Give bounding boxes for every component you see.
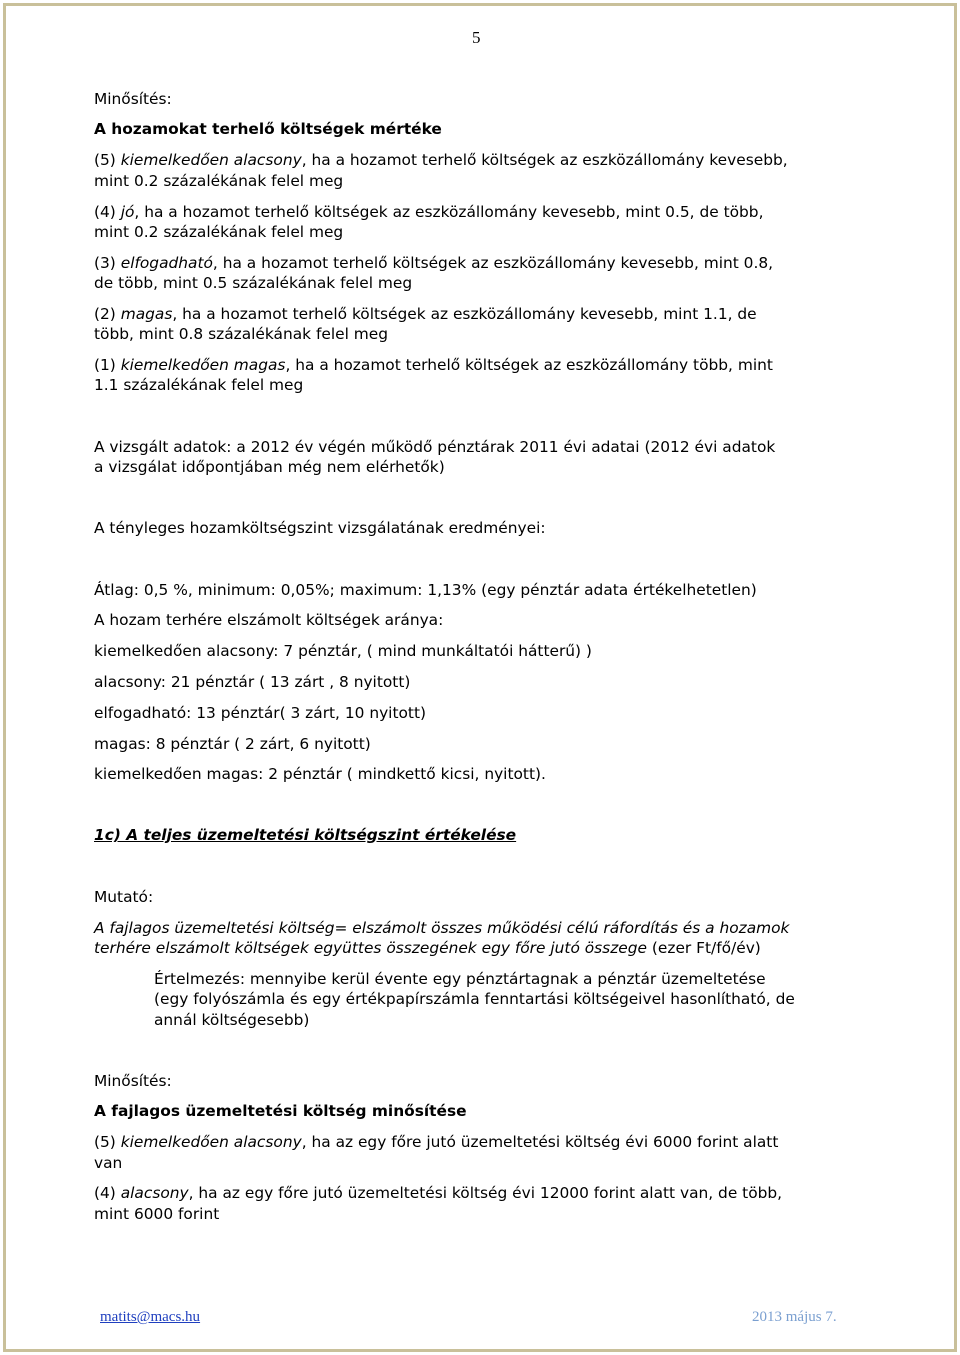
results-row: elfogadható: 13 pénztár( 3 zárt, 10 nyitott) bbox=[94, 704, 426, 722]
results-row: kiemelkedően alacsony: 7 pénztár, ( mind munkáltatói hátterű) ) bbox=[94, 642, 592, 660]
rating-title-2: A fajlagos üzemeltetési költség minősítése bbox=[94, 1102, 467, 1120]
indicator-formula-2: terhére elszámolt költségek együttes összegének egy főre jutó összege (ezer Ft/fő/év) bbox=[94, 939, 761, 957]
rating-title: A hozamokat terhelő költségek mértéke bbox=[94, 120, 442, 138]
results-row: magas: 8 pénztár ( 2 zárt, 6 nyitott) bbox=[94, 735, 371, 753]
rating-item-1-cont: 1.1 százalékának felel meg bbox=[94, 376, 304, 394]
rating-item-2: (2) magas, ha a hozamot terhelő költségek az eszközállomány kevesebb, mint 1.1, de bbox=[94, 305, 757, 323]
results-row: kiemelkedően magas: 2 pénztár ( mindkettő kicsi, nyitott). bbox=[94, 765, 546, 783]
footer-email-link[interactable]: matits@macs.hu bbox=[100, 1309, 201, 1325]
indicator-label: Mutató: bbox=[94, 888, 154, 906]
results-title: A tényleges hozamköltségszint vizsgálatának eredményei: bbox=[94, 519, 546, 537]
footer-date: 2013 május 7. bbox=[752, 1309, 837, 1325]
section-title: 1c) A teljes üzemeltetési költségszint értékelése bbox=[94, 826, 517, 844]
cost-rating-item-5-cont: van bbox=[94, 1154, 123, 1172]
rating-item-2-cont: több, mint 0.8 százalékának felel meg bbox=[94, 325, 388, 343]
rating-label-2: Minősítés: bbox=[94, 1072, 172, 1090]
interpretation-line-1: Értelmezés: mennyibe kerül évente egy pénztártagnak a pénztár üzemeltetése bbox=[154, 970, 766, 988]
examined-line-1: A vizsgált adatok: a 2012 év végén működő pénztárak 2011 évi adatai (2012 évi adatok bbox=[94, 438, 776, 456]
cost-rating-item-5: (5) kiemelkedően alacsony, ha az egy főre jutó üzemeltetési költség évi 6000 forint alatt bbox=[94, 1133, 779, 1151]
results-ratio-title: A hozam terhére elszámolt költségek aránya: bbox=[94, 611, 444, 629]
rating-item-1: (1) kiemelkedően magas, ha a hozamot terhelő költségek az eszközállomány több, mint bbox=[94, 356, 773, 374]
page-number: 5 bbox=[472, 28, 481, 47]
examined-line-2: a vizsgálat időpontjában még nem elérhetők) bbox=[94, 458, 445, 476]
rating-item-5: (5) kiemelkedően alacsony, ha a hozamot terhelő költségek az eszközállomány kevesebb, bbox=[94, 151, 788, 169]
rating-item-4-cont: mint 0.2 százalékának felel meg bbox=[94, 223, 344, 241]
results-row: alacsony: 21 pénztár ( 13 zárt , 8 nyitott) bbox=[94, 673, 411, 691]
indicator-formula-1: A fajlagos üzemeltetési költség= elszámolt összes működési célú ráfordítás és a hozamok bbox=[94, 919, 790, 937]
results-average: Átlag: 0,5 %, minimum: 0,05%; maximum: 1,13% (egy pénztár adata értékelhetetlen) bbox=[94, 581, 757, 599]
rating-item-4: (4) jó, ha a hozamot terhelő költségek az eszközállomány kevesebb, mint 0.5, de több, bbox=[94, 203, 764, 221]
cost-rating-item-4: (4) alacsony, ha az egy főre jutó üzemeltetési költség évi 12000 forint alatt van, de több, bbox=[94, 1184, 783, 1202]
rating-label: Minősítés: bbox=[94, 90, 172, 108]
interpretation-line-2: (egy folyószámla és egy értékpapírszámla fenntartási költségeivel hasonlítható, de bbox=[154, 990, 795, 1008]
rating-item-3: (3) elfogadható, ha a hozamot terhelő költségek az eszközállomány kevesebb, mint 0.8, bbox=[94, 254, 774, 272]
cost-rating-item-4-cont: mint 6000 forint bbox=[94, 1205, 220, 1223]
interpretation-line-3: annál költségesebb) bbox=[154, 1011, 310, 1029]
rating-item-3-cont: de több, mint 0.5 százalékának felel meg bbox=[94, 274, 413, 292]
rating-item-5-cont: mint 0.2 százalékának felel meg bbox=[94, 172, 344, 190]
